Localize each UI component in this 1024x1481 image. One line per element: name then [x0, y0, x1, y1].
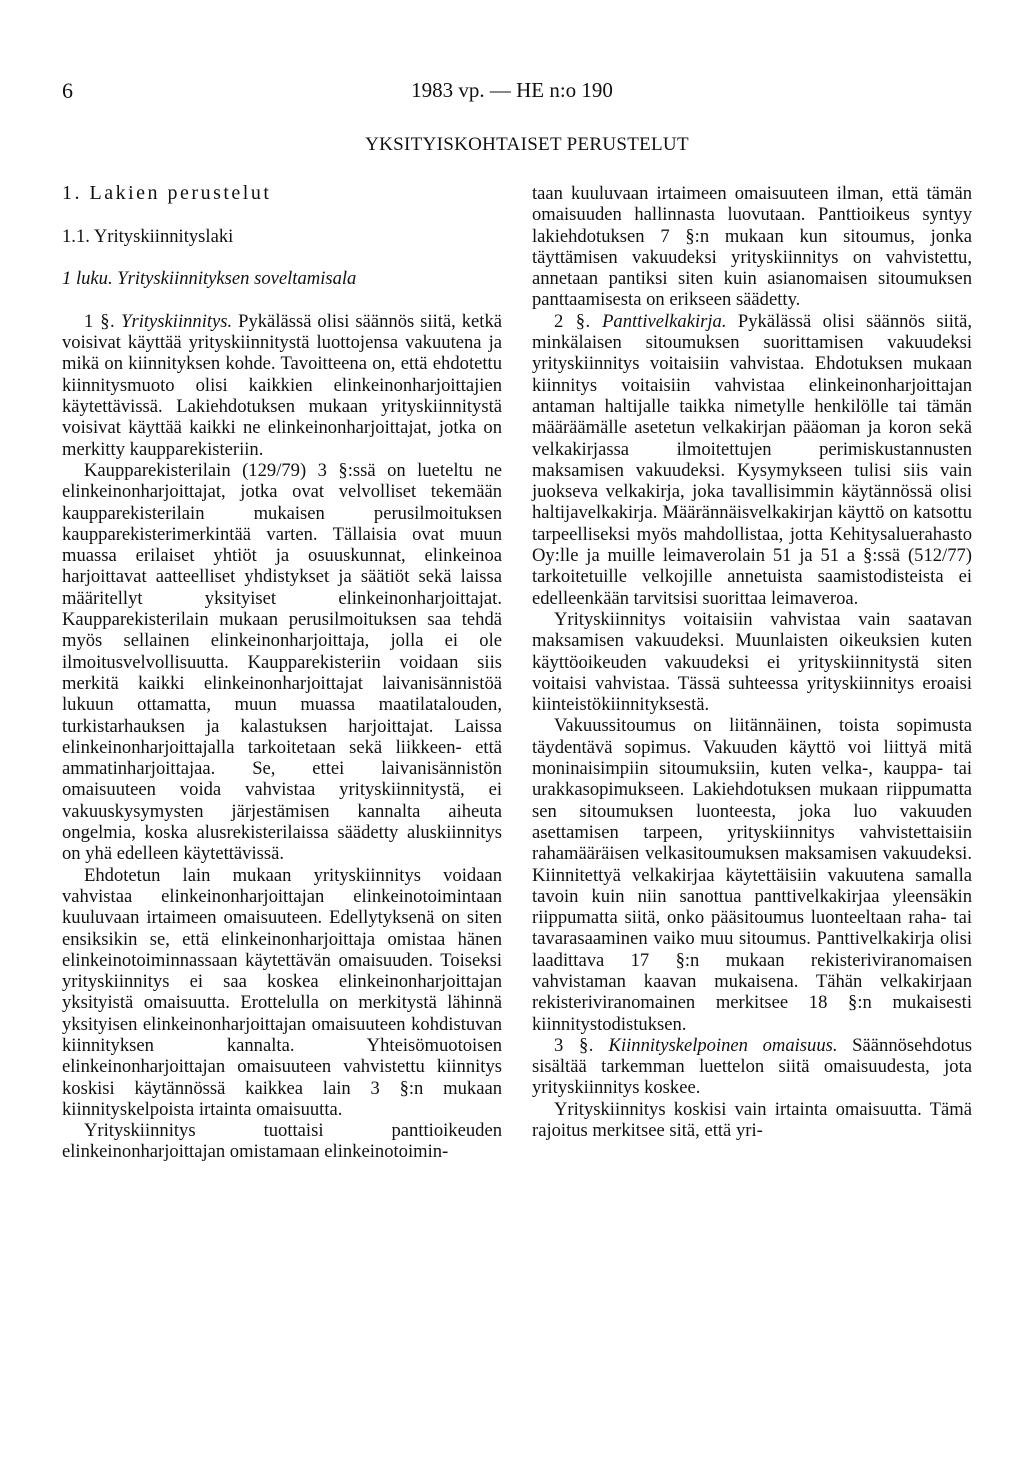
section-title: Kiinnityskelpoinen omaisuus.	[608, 1034, 838, 1056]
paragraph	[532, 1035, 972, 1099]
left-column	[62, 183, 502, 1163]
paragraph-text: Säännösehdotus sisältää tarkemman luettelon siitä omaisuudesta, jota yrityskiinnitys koskee.	[532, 1034, 972, 1099]
page-number: 6	[62, 78, 73, 103]
paragraph-text: Pykälässä olisi säännös siitä, ketkä voisivat käyttää yrityskiinnitystä luottojensa vakuutena ja mikä on kiinnityksen kohde. Tavoitteena on, että ehdotettu kiinnitysmuoto olisi kaikkien elinkeinonharjoittajien käytettävissä. Lakiehdotuksen mukaan yrityskiinnitystä voisivat käyttää kaikki ne elinkeinonharjoittajat, jotka on merkitty kaupparekisteriin.	[62, 310, 503, 460]
paragraph: Yrityskiinnitys voitaisiin vahvistaa vain saatavan maksamisen vakuudeksi. Muunlaisten oikeuksien kuten käyttöoikeuden vakuudeksi ei yrityskiinnitystä siten voitaisi vahvistaa. Tässä suhteessa yrityskiinnitys eroaisi kiinteistökiinnityksestä.	[532, 608, 972, 716]
paragraph: Vakuussitoumus on liitännäinen, toista sopimusta täydentävä sopimus. Vakuuden käyttö voi liittyä mitä moninaisimpiin sitoumuksiin, kuten velka-, kauppa- tai urakkasopimukseen. Lakiehdotuksen mukaan riippumatta sen sitoumuksen luonteesta, joka luo vakuuden asettamisen tarpeen, yrityskiinnitys vahvistettaisiin rahamääräisen velkasitoumuksen maksamisen vakuudeksi. Kiinnitettyä velkakirjaa käytettäisiin vakuutena samalla tavoin kuin niin sanottua panttivelkakirjaa yleensäkin riippumatta siitä, onko pääsitoumus luonteeltaan raha- tai tavarasaaminen vaiko muu sitoumus. Panttivelkakirja olisi laadittava 17 §:n mukaan rekisteriviranomaisen vahvistaman kaavan mukaisena. Tähän velkakirjaan rekisteriviranomainen merkitsee 18 §:n mukaisesti kiinnitystodistuksen.	[532, 715, 972, 1035]
paragraph: Yrityskiinnitys koskisi vain irtainta omaisuutta. Tämä rajoitus merkitsee sitä, että yri-	[532, 1098, 972, 1142]
section-number: 3 §.	[554, 1034, 594, 1056]
right-column	[532, 183, 972, 1141]
paragraph-text: Pykälässä olisi säännös siitä, minkälaisen sitoumuksen suorittamisen vakuudeksi yrityskiinnitys voitaisiin vahvistaa. Ehdotuksen mukaan kiinnitys voitaisiin vahvistaa elinkeinonharjoittajan antaman haltijalle taikka nimetylle henkilölle tai tämän määräämälle asetetun velkakirjan pääoman ja koron sekä velkakirjassa ilmoitettujen perimiskustannusten maksamisen vakuudeksi. Kysymykseen tulisi siis vain juokseva velkakirja, joka tavallisimmin käytännössä olisi haltijavelkakirja. Määrännäisvelkakirjan käyttö on katsottu tarpeelliseksi myös mahdollistaa, jotta Kehitysaluerahasto Oy:lle ja muille leimaverolain 51 ja 51 a §:ssä (512/77) tarkoitetuille velkojille annetuista saamistodisteista ei edelleenkään tarvitsisi suorittaa leimaveroa.	[532, 310, 972, 609]
running-header: 1983 vp. — HE n:o 190	[411, 78, 613, 102]
section-title: Panttivelkakirja.	[602, 310, 727, 332]
paragraph	[532, 311, 972, 609]
paragraph: Ehdotetun lain mukaan yrityskiinnitys voidaan vahvistaa elinkeinonharjoittajan elinkeinotoimintaan kuuluvaan irtaimeen omaisuuteen. Edellytyksenä on siten ensiksikin se, että elinkeinonharjoittaja omistaa hänen elinkeinotoiminnassaan käytettävän omaisuuden. Toiseksi yrityskiinnitys ei saa koskea elinkeinonharjoittajan yksityistä omaisuutta. Erottelulla on merkitystä lähinnä yksityisen elinkeinonharjoittajan omaisuuteen kohdistuvan kiinnityksen kannalta. Yhteisömuotoisen elinkeinonharjoittajan omaisuuteen vahvistettu kiinnitys koskisi käytännössä kaikkea lain 3 §:n mukaan kiinnityskelpoista irtainta omaisuutta.	[62, 864, 502, 1120]
paragraph: Kaupparekisterilain (129/79) 3 §:ssä on lueteltu ne elinkeinonharjoittajat, jotka ovat velvolliset tekemään kaupparekisterilain mukaisen perusilmoituksen kaupparekisterimerkintää varten. Tällaisia ovat muun muassa erilaiset yhtiöt ja osuuskunnat, elinkeinoa harjoittavat aatteelliset yhdistykset ja säätiöt sekä laissa määritellyt yksityiset elinkeinonharjoittajat. Kaupparekisterilain mukaan perusilmoituksen saa tehdä myös sellainen elinkeinonharjoittaja, jolla ei ole ilmoitusvelvollisuutta. Kaupparekisteriin voidaan siis merkitä kaikki elinkeinonharjoittajat laivanisännistöä lukuun ottamatta, muun muassa maatilatalouden, turkistarhauksen ja kalastuksen harjoittajat. Laissa elinkeinonharjoittajalla tarkoitetaan sekä liikkeen- että ammatinharjoittajaa. Se, ettei laivanisännistön omaisuuteen voida vahvistaa yrityskiinnitystä, ei vakuuskysymysten järjestämisen kannalta aiheuta ongelmia, koska alusrekisterilaissa säädetty aluskiinnitys on yhä edelleen käytettävissä.	[62, 459, 502, 865]
chapter-heading: 1. Lakien perustelut	[62, 182, 272, 204]
paragraph: taan kuuluvaan irtaimeen omaisuuteen ilman, että tämän omaisuuden hallinnasta luovutaan. Panttioikeus syntyy lakiehdotuksen 7 §:n mukaan kun sitoumus, jonka täyttämisen vakuudeksi yrityskiinnitys on vahvistettu, annetaan pantiksi siten kuin asianomaisen sitoumuksen panttaamisesta on erikseen säädetty.	[532, 183, 972, 311]
section-number: 1 §.	[84, 310, 116, 332]
section-number: 2 §.	[554, 310, 591, 332]
paragraph: Yrityskiinnitys tuottaisi panttioikeuden elinkeinonharjoittajan omistamaan elinkeinotoimin-	[62, 1120, 502, 1163]
luku-heading: 1 luku. Yrityskiinnityksen soveltamisala	[62, 267, 357, 289]
section-heading: YKSITYISKOHTAISET PERUSTELUT	[365, 134, 689, 155]
section-title: Yrityskiinnitys.	[121, 310, 233, 332]
paragraph	[62, 311, 502, 460]
subsection-heading: 1.1. Yrityskiinnityslaki	[62, 226, 234, 248]
